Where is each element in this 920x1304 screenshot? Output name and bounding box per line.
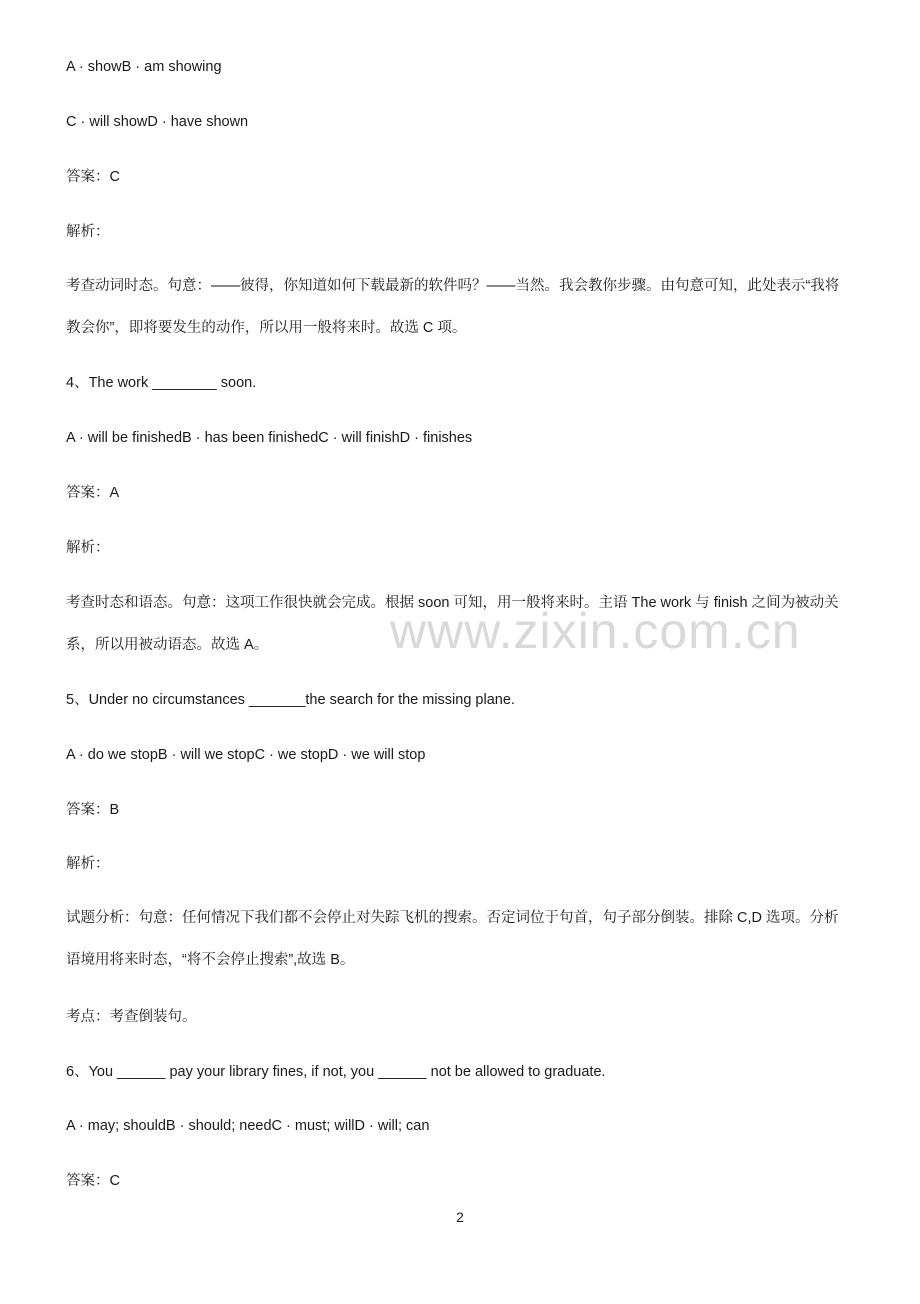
q6-options: A · may; shouldB · should; needC · must; willD · will; can (66, 1118, 430, 1134)
watermark: www.zixin.com.cn (390, 603, 801, 659)
q5-options: A · do we stopB · will we stopC · we stopD · we will stop (66, 747, 426, 763)
q3-answer: 答案：C (66, 169, 120, 185)
q4-analysis: 考查时态和语态。句意：这项工作很快就会完成。根据 soon 可知，用一般将来时。主语 The work 与 finish 之间为被动关系，所以用被动语态。故选 A。 (66, 595, 839, 653)
q3-analysis: 考查动词时态。句意：——彼得，你知道如何下载最新的软件吗？——当然。我会教你步骤。由句意可知，此处表示“我将教会你”，即将要发生的动作，所以用一般将来时。故选 C 项。 (66, 278, 840, 336)
q3-options-ab: A · showB · am showing (66, 59, 222, 75)
q3-analysis-label: 解析： (66, 224, 110, 240)
q4-question: 4、The work ________ soon. (66, 375, 257, 391)
q5-analysis: 试题分析：句意：任何情况下我们都不会停止对失踪飞机的搜索。否定词位于句首，句子部分倒装。排除 C,D 选项。分析语境用将来时态，“将不会停止搜索”,故选 B。 (66, 910, 839, 968)
q5-analysis-label: 解析： (66, 856, 110, 872)
q6-answer: 答案：C (66, 1173, 120, 1189)
page-number: 2 (456, 1209, 464, 1225)
q5-point: 考点：考查倒装句。 (66, 1009, 197, 1025)
q6-question: 6、You ______ pay your library fines, if not, you ______ not be allowed to graduate. (66, 1064, 606, 1080)
q3-options-cd: C · will showD · have shown (66, 114, 249, 130)
q4-answer: 答案：A (66, 485, 120, 501)
q4-options: A · will be finishedB · has been finishedC · will finishD · finishes (66, 430, 473, 446)
q4-analysis-label: 解析： (66, 540, 110, 556)
q5-answer: 答案：B (66, 802, 120, 818)
q5-question: 5、Under no circumstances _______the search for the missing plane. (66, 692, 515, 708)
